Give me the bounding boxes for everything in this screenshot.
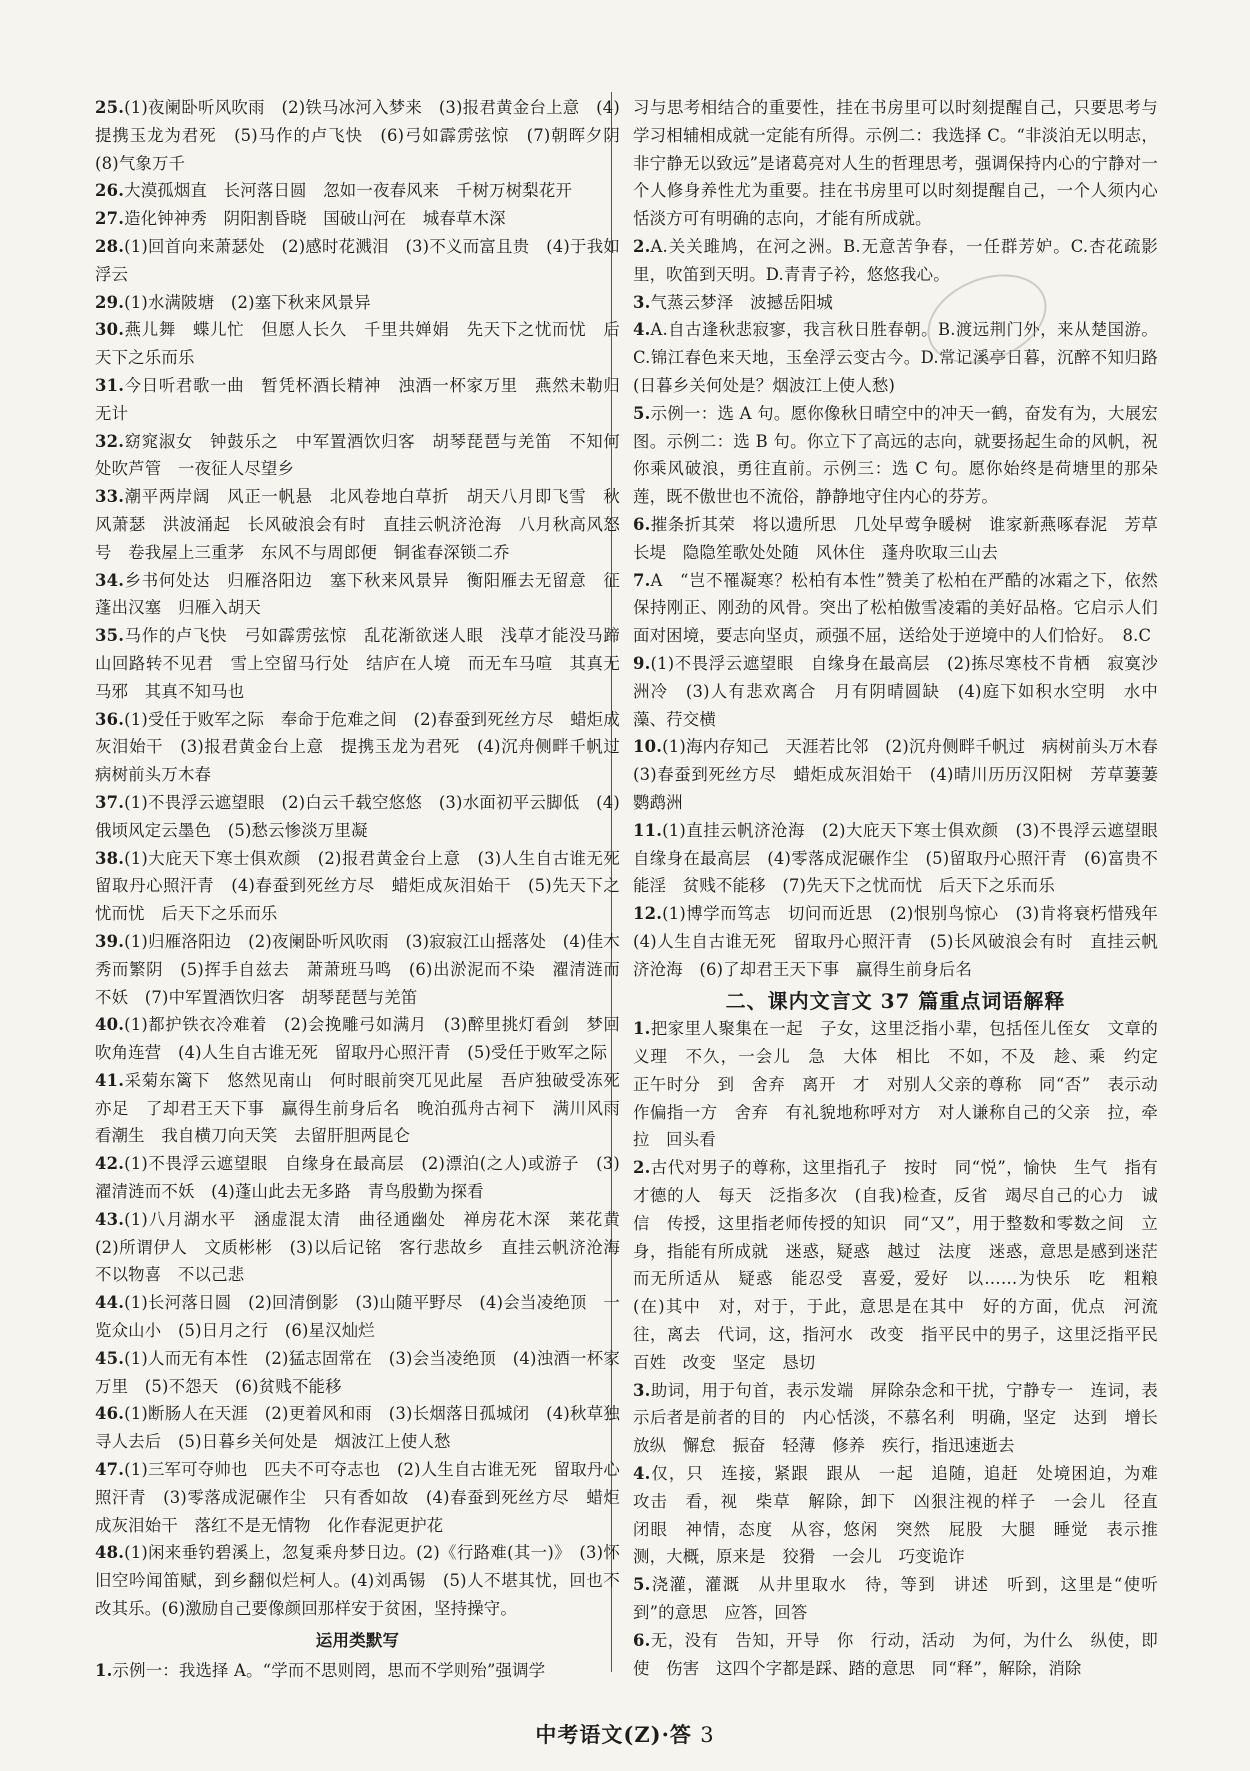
answer-text: (1)回首向来萧瑟处 (2)感时花溅泪 (3)不义而富且贵 (4)于我如浮云 (95, 236, 620, 284)
answer-text: 燕儿舞 蝶儿忙 但愿人长久 千里共婵娟 先天下之忧而忧 后天下之乐而乐 (95, 320, 620, 368)
answer-number: 1. (95, 1660, 113, 1680)
answer-item (95, 1011, 620, 1067)
answer-item (95, 177, 620, 205)
answer-text: (1)大庇天下寒士俱欢颜 (2)报君黄金台上意 (3)人生自古谁无死 留取丹心照汗青 (4)春蚕到死丝方尽 蜡炬成灰泪始干 (5)先天下之忧而忧 后天下之乐而乐 (95, 848, 637, 924)
answer-item (95, 928, 620, 1011)
answer-number: 31. (95, 375, 125, 395)
answer-item (95, 1456, 620, 1539)
answer-text: (1)直挂云帆济沧海 (2)大庇天下寒士俱欢颜 (3)不畏浮云遮望眼 自缘身在最高层 (4)零落成泥碾作尘 (5)留取丹心照汗青 (6)富贵不能淫 贫贱不能移 (7)先天下之忧而忧 后天下之乐而乐 (633, 820, 1175, 896)
answer-item (633, 1377, 1175, 1460)
answer-text: 造化钟神秀 阴阳割昏晓 国破山河在 城春草木深 (124, 209, 506, 229)
answer-item (95, 1345, 620, 1401)
answer-text: 无，没有 告知，开导 你 行动，活动 为何，为什么 纵使，即使 伤害 这四个字都是踩、踏的意思 同“释”，解除，消除 (633, 1630, 1158, 1678)
answer-item (95, 567, 620, 623)
answer-text: (1)博学而笃志 切问而近思 (2)恨别鸟惊心 (3)肯将衰朽惜残年 (4)人生自古谁无死 留取丹心照汗青 (5)长风破浪会有时 直挂云帆济沧海 (6)了却君王天下事 赢得生前身后名 (633, 904, 1175, 979)
answer-number: 2. (633, 1158, 651, 1178)
answer-number: 33. (95, 487, 125, 507)
answer-item (95, 622, 637, 705)
answer-text: 示例一：我选择 A。“学而不思则罔，思而不学则殆”强调学 (112, 1660, 546, 1680)
answer-number: 4. (633, 1464, 651, 1484)
answer-number: 46. (95, 1404, 125, 1424)
answer-text: A “岂不罹凝寒？松柏有本性”赞美了松柏在严酷的冰霜之下，依然保持刚正、刚劲的风骨。突出了松柏傲雪凌霜的美好品格。它启示人们面对困境，要志向坚贞，顽强不屈，送给处于逆境中的人们恰好。 8.C (633, 570, 1158, 646)
answer-text: 习与思考相结合的重要性，挂在书房里可以时刻提醒自己，只要思考与学习相辅相成就一定能有所得。示例二：我选择 C。“非淡泊无以明志，非宁静无以致远”是诸葛亮对人生的哲理思考，强调保持内心的宁静对一个人修身养性尤为重要。挂在书房里可以时刻提醒自己，一个人须内心恬淡方可有明确的志向，才能有所成就。 (633, 98, 1158, 229)
answer-number: 34. (95, 570, 125, 590)
answer-text: A.自古逢秋悲寂寥，我言秋日胜春朝。B.渡远荆门外，来从楚国游。C.锦江春色来天地，玉垒浮云变古今。D.常记溪亭日暮，沉醉不知归路(日暮乡关何处是？烟波江上使人愁) (633, 320, 1158, 395)
answer-item (633, 289, 1158, 317)
answer-number: 27. (95, 209, 125, 229)
answer-item (633, 233, 1158, 289)
answer-text: (1)都护铁衣冷难着 (2)会挽雕弓如满月 (3)醉里挑灯看剑 梦回吹角连营 (4)人生自古谁无死 留取丹心照汗青 (5)受任于败军之际 (95, 1015, 620, 1063)
answer-text: 采菊东篱下 悠然见南山 何时眼前突兀见此屋 吾庐独破受冻死亦足 了却君王天下事 赢得生前身后名 晚泊孤舟古祠下 满川风雨看潮生 我自横刀向天笑 去留肝胆两昆仑 (95, 1070, 620, 1146)
answer-number: 43. (95, 1209, 125, 1229)
answer-text: 摧条折其荣 将以遗所思 几处早莺争暖树 谁家新燕啄春泥 芳草长堤 隐隐笙歌处处随 风休住 蓬舟吹取三山去 (633, 514, 1158, 562)
answer-text: 窈窕淑女 钟鼓乐之 中军置酒饮归客 胡琴琵琶与羌笛 不知何处吹芦管 一夜征人尽望乡 (95, 431, 620, 479)
answer-number: 7. (633, 570, 651, 590)
answer-number: 6. (633, 514, 651, 534)
answer-number: 25. (95, 98, 125, 117)
answer-number: 11. (633, 820, 663, 840)
answer-text: 示例一：选 A 句。愿你像秋日晴空中的冲天一鹤，奋发有为，大展宏图。示例二：选 B 句。你立下了高远的志向，就要扬起生命的风帆，祝你乘风破浪，勇往直前。示例三：选 C 句。愿你始终是荷塘里的那朵莲，既不傲世也不流俗，静静地守住内心的芬芳。 (633, 403, 1158, 507)
answer-text: 助词，用于句首，表示发端 屏除杂念和干扰，宁静专一 连词，表示后者是前者的目的 内心恬淡，不慕名利 明确，坚定 达到 增长 放纵 懈怠 振奋 轻薄 修养 疾行，指迅速逝去 (633, 1380, 1175, 1456)
answer-item (95, 706, 637, 789)
answer-item (95, 1289, 620, 1345)
section-heading: 二、课内文言文 37 篇重点词语解释 (725, 988, 1066, 1013)
answer-item (95, 483, 620, 566)
answer-number: 4. (633, 320, 651, 340)
answer-text: (1)人而无有本性 (2)猛志固常在 (3)会当凌绝顶 (4)浊酒一杯家万里 (5)不怨天 (6)贫贱不能移 (95, 1348, 620, 1396)
answer-text: (1)闲来垂钓碧溪上，忽复乘舟梦日边。(2)《行路难(其一)》 (3)怀旧空吟闻笛赋，到乡翻似烂柯人。(4)刘禹锡 (5)人不堪其忧，回也不改其乐。(6)激励自己要像颜回那样安于贫困，坚持操守。 (95, 1543, 620, 1619)
answer-number: 6. (633, 1630, 651, 1650)
answer-item (633, 817, 1175, 900)
answer-item (633, 900, 1175, 983)
answer-item (95, 94, 637, 177)
answer-item (633, 400, 1158, 511)
answer-number: 32. (95, 431, 125, 451)
page-number: 3 (700, 1723, 715, 1747)
answer-text: 乡书何处达 归雁洛阳边 塞下秋来风景异 衡阳雁去无留意 征蓬出汉塞 归雁入胡天 (95, 570, 620, 618)
answer-text: (1)断肠人在天涯 (2)更着风和雨 (3)长烟落日孤城闭 (4)秋草独寻人去后 (5)日暮乡关何处是 烟波江上使人愁 (95, 1404, 620, 1452)
answer-text: (1)不畏浮云遮望眼 (2)白云千载空悠悠 (3)水面初平云脚低 (4)俄顷风定云墨色 (5)愁云惨淡万里凝 (95, 792, 620, 840)
left-column (95, 94, 637, 1684)
answer-item (95, 1657, 620, 1685)
answer-item (633, 567, 1158, 650)
answer-number: 29. (95, 292, 125, 312)
answer-text: (1)受任于败军之际 奉命于危难之间 (2)春蚕到死丝方尽 蜡炬成灰泪始干 (3)报君黄金台上意 提携玉龙为君死 (4)沉舟侧畔千帆过 病树前头万木春 (95, 709, 637, 785)
answer-number: 38. (95, 848, 125, 868)
answer-number: 30. (95, 320, 125, 340)
answer-text: 把家里人聚集在一起 子女，这里泛指小辈，包括侄儿侄女 文章的义理 不久，一会儿 急 大体 相比 不如，不及 趁、乘 约定 正午时分 到 舍弃 离开 才 对别人父亲的尊称 同“否” 表示动作偏指一方 舍弃 有礼貌地称呼对方 对人谦称自己的父亲 拉，牵拉 回头看 (633, 1019, 1175, 1150)
answer-number: 3. (633, 1380, 651, 1400)
answer-text: A.关关雎鸠，在河之洲。B.无意苦争春，一任群芳妒。C.杏花疏影里，吹笛到天明。D.青青子衿，悠悠我心。 (633, 236, 1158, 284)
answer-item (633, 650, 1158, 733)
answer-item (95, 316, 620, 372)
answer-text: 浇灌，灌溉 从井里取水 待，等到 讲述 听到，这里是“使听到”的意思 应答，回答 (633, 1575, 1158, 1623)
answer-number: 12. (633, 904, 663, 924)
answer-number: 28. (95, 236, 125, 256)
answer-number: 5. (633, 403, 651, 423)
answer-number: 26. (95, 181, 125, 201)
answer-text: (1)长河落日圆 (2)回清倒影 (3)山随平野尽 (4)会当凌绝顶 一览众山小 (5)日月之行 (6)星汉灿烂 (95, 1293, 620, 1341)
answer-number: 9. (633, 653, 651, 673)
answer-text: (1)水满陂塘 (2)塞下秋来风景异 (124, 292, 371, 312)
answer-item (633, 1154, 1175, 1376)
answer-number: 1. (633, 1019, 651, 1039)
answer-number: 41. (95, 1070, 125, 1090)
answer-number: 2. (633, 236, 651, 256)
answer-text: 今日听君歌一曲 暂凭杯酒长精神 浊酒一杯家万里 燕然未勒归无计 (95, 375, 620, 423)
answer-text: 大漠孤烟直 长河落日圆 忽如一夜春风来 千树万树梨花开 (124, 181, 573, 201)
subsection-heading: 运用类默写 (315, 1630, 400, 1650)
answer-item (633, 1571, 1158, 1627)
answer-number: 42. (95, 1154, 125, 1174)
answer-text: (1)三军可夺帅也 匹夫不可夺志也 (2)人生自古谁无死 留取丹心照汗青 (3)零落成泥碾作尘 只有香如故 (4)春蚕到死丝方尽 蜡炬成灰泪始干 落红不是无情物 化作春泥更护花 (95, 1460, 620, 1535)
answer-text: 仅，只 连接，紧跟 跟从 一起 追随，追赶 处境困迫，为难 攻击 看，视 柴草 解除，卸下 凶狠注视的样子 一会儿 径直 闭眼 神情，态度 从容，悠闲 突然 屁股 大腿 睡觉 表示推测，大概，原来是 狡猾 一会儿 巧变诡诈 (633, 1464, 1175, 1567)
answer-item (95, 845, 637, 928)
answer-text: (1)归雁洛阳边 (2)夜阑卧听风吹雨 (3)寂寂江山摇落处 (4)佳木秀而繁阴 (5)挥手自兹去 萧萧班马鸣 (6)出淤泥而不染 濯清涟而不妖 (7)中军置酒饮归客 胡琴琵琶与羌笛 (95, 931, 620, 1007)
answer-number: 10. (633, 737, 663, 757)
answer-item (633, 511, 1158, 567)
answer-number: 45. (95, 1348, 125, 1368)
answer-item (633, 733, 1175, 816)
answer-text: 马作的卢飞快 弓如霹雳弦惊 乱花渐欲迷人眼 浅草才能没马蹄 山回路转不见君 雪上空留马行处 结庐在人境 而无车马喧 其真无马邪 其真不知马也 (95, 626, 637, 701)
answer-item (95, 1206, 637, 1289)
answer-item (95, 233, 620, 289)
answer-text: (1)八月湖水平 涵虚混太清 曲径通幽处 禅房花木深 莱花黄 (2)所谓伊人 文质彬彬 (3)以后记铭 客行悲故乡 直挂云帆济沧海 不以物喜 不以己悲 (95, 1209, 637, 1285)
answer-text: 气蒸云梦泽 波撼岳阳城 (650, 292, 834, 312)
answer-number: 47. (95, 1460, 125, 1480)
answer-item (95, 1150, 620, 1206)
answer-number: 36. (95, 709, 125, 729)
answer-text: (1)夜阑卧听风吹雨 (2)铁马冰河入梦来 (3)报君黄金台上意 (4)提携玉龙为君死 (5)马作的卢飞快 (6)弓如霹雳弦惊 (7)朝晖夕阴 (8)气象万千 (95, 98, 637, 173)
answer-number: 3. (633, 292, 651, 312)
answer-item (633, 1015, 1175, 1154)
answer-number: 48. (95, 1543, 125, 1563)
answer-number: 40. (95, 1015, 125, 1035)
answer-item (95, 428, 620, 484)
answer-item (95, 789, 620, 845)
answer-item (633, 94, 1158, 233)
answer-number: 5. (633, 1575, 651, 1595)
answer-number: 35. (95, 626, 125, 646)
answer-item (95, 289, 620, 317)
answer-text: 潮平两岸阔 风正一帆悬 北风卷地白草折 胡天八月即飞雪 秋风萧瑟 洪波涌起 长风破浪会有时 直挂云帆济沧海 八月秋高风怒号 卷我屋上三重茅 东风不与周郎便 铜雀春深锁二乔 (95, 487, 620, 562)
answer-item (633, 1460, 1175, 1571)
answer-text: (1)不畏浮云遮望眼 自缘身在最高层 (2)拣尽寒枝不肯栖 寂寞沙洲冷 (3)人有悲欢离合 月有阴晴圆缺 (4)庭下如积水空明 水中藻、荇交横 (633, 653, 1158, 729)
answer-item (95, 1539, 620, 1622)
answer-item (95, 1067, 620, 1150)
answer-text: (1)海内存知己 天涯若比邻 (2)沉舟侧畔千帆过 病树前头万木春 (3)春蚕到死丝方尽 蜡炬成灰泪始干 (4)晴川历历汉阳树 芳草萋萋鹦鹉洲 (633, 737, 1175, 812)
answer-item (95, 1400, 620, 1456)
answer-text: 古代对男子的尊称，这里指孔子 按时 同“悦”，愉快 生气 指有才德的人 每天 泛指多次 (自我)检查，反省 竭尽自己的心力 诚信 传授，这里指老师传授的知识 同“又”，用于整数和零数之间 立身，指能有所成就 迷惑，疑惑 越过 法度 迷惑，意思是感到迷茫而无所适从 疑惑 能忍受 喜爱，爱好 以……为快乐 吃 粗粮 (在)其中 对，对于，于此，意思是在其中 好的方面，优点 河流 往，离去 代词，这，指河水 改变 指平民中的男子，这里泛指平民百姓 改变 坚定 恳切 (633, 1158, 1175, 1372)
answer-item (633, 1627, 1158, 1683)
answer-item (95, 372, 620, 428)
page-footer (0, 1719, 1250, 1749)
answer-item (633, 316, 1158, 399)
answer-number: 39. (95, 931, 125, 951)
answer-item (95, 205, 620, 233)
answer-number: 37. (95, 792, 125, 812)
right-column (633, 94, 1175, 1682)
answer-number: 44. (95, 1293, 125, 1313)
footer-title: 中考语文(Z)·答 (535, 1722, 692, 1747)
answer-text: (1)不畏浮云遮望眼 自缘身在最高层 (2)漂泊(之人)或游子 (3)濯清涟而不妖 (4)蓬山此去无多路 青鸟殷勤为探看 (95, 1154, 620, 1202)
